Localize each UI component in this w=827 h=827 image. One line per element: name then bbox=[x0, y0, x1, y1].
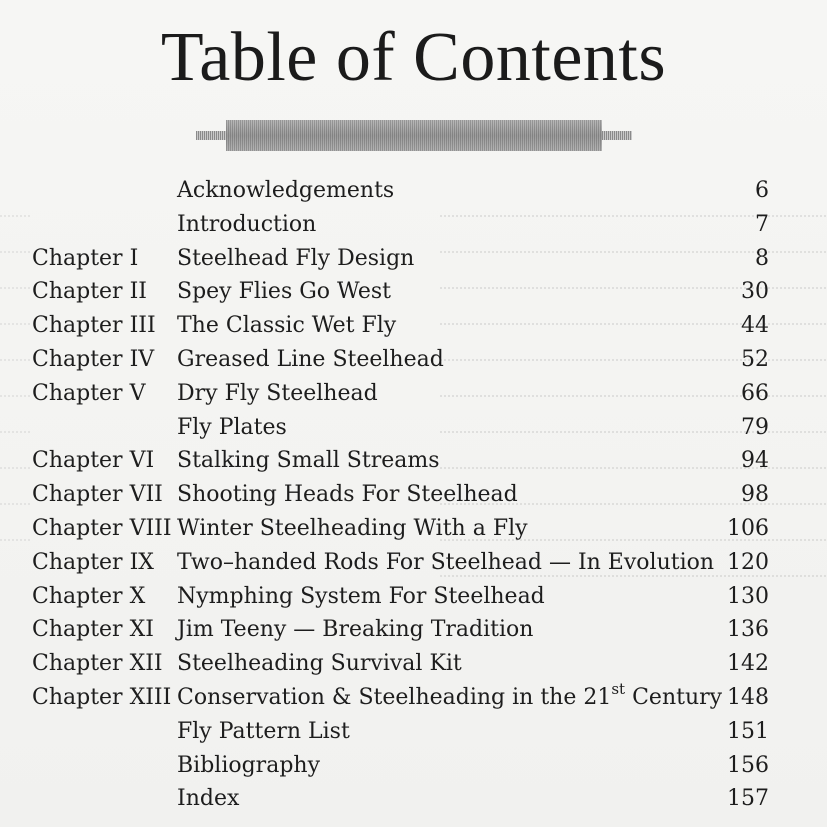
toc-entry bbox=[0, 681, 827, 715]
toc-page-number: 94 bbox=[741, 448, 769, 474]
toc-entry-title-text: Steelhead Fly Design bbox=[177, 245, 415, 271]
toc-chapter-label: Chapter XIII bbox=[32, 684, 172, 710]
toc-entry bbox=[0, 613, 827, 647]
toc-chapter-label: Chapter I bbox=[32, 245, 139, 271]
toc-entry-title bbox=[177, 512, 528, 546]
toc-chapter-label: Chapter V bbox=[32, 380, 146, 406]
toc-entry-title bbox=[177, 208, 316, 242]
toc-entry-title-text: Shooting Heads For Steelhead bbox=[177, 482, 518, 508]
toc-entry bbox=[0, 411, 827, 445]
toc-entry bbox=[0, 343, 827, 377]
toc-entry-title-text: Stalking Small Streams bbox=[177, 448, 440, 474]
toc-entry bbox=[0, 647, 827, 681]
toc-chapter-label: Chapter II bbox=[32, 279, 147, 305]
toc-entry-title-text: Conservation & Steelheading in the 21 bbox=[177, 684, 612, 710]
toc-entry-title bbox=[177, 782, 239, 816]
toc-chapter-label: Chapter VII bbox=[32, 482, 163, 508]
toc-entry-title-text: Jim Teeny — Breaking Tradition bbox=[177, 617, 534, 643]
page-title: Table of Contents bbox=[160, 19, 667, 96]
toc-page-number: 130 bbox=[727, 583, 769, 609]
toc-entry bbox=[0, 512, 827, 546]
toc-entry-title bbox=[177, 580, 545, 614]
toc-entry bbox=[0, 715, 827, 749]
toc-chapter-label: Chapter VIII bbox=[32, 515, 172, 541]
toc-entry bbox=[0, 377, 827, 411]
toc-entry-title-text: Index bbox=[177, 786, 240, 812]
toc-page-number: 8 bbox=[755, 245, 769, 271]
toc-page-number: 136 bbox=[727, 617, 769, 643]
toc-entry-title bbox=[177, 749, 320, 783]
toc-chapter-label: Chapter IX bbox=[32, 549, 154, 575]
toc-entry-title-text: Dry Fly Steelhead bbox=[177, 380, 378, 406]
toc-entry-title-text: Acknowledgements bbox=[177, 178, 395, 203]
toc-entry bbox=[0, 580, 827, 614]
toc-entry-title bbox=[177, 478, 518, 512]
toc-entry bbox=[0, 242, 827, 276]
toc-page-number: 157 bbox=[727, 786, 769, 812]
toc-entry-title bbox=[177, 681, 722, 715]
toc-entry-title bbox=[177, 715, 350, 749]
toc-entry-title-text: Fly Plates bbox=[177, 414, 287, 440]
toc-entry-title-text: Two–handed Rods For Steelhead — In Evolution bbox=[177, 549, 715, 575]
toc-page-number: 66 bbox=[741, 380, 769, 406]
table-of-contents bbox=[0, 174, 827, 816]
toc-entry-title bbox=[177, 343, 444, 377]
toc-entry bbox=[0, 444, 827, 478]
toc-page-number: 52 bbox=[741, 346, 769, 372]
toc-entry-title-text: Greased Line Steelhead bbox=[177, 346, 444, 372]
toc-page-number: 44 bbox=[741, 313, 769, 339]
toc-entry bbox=[0, 309, 827, 343]
toc-entry bbox=[0, 546, 827, 580]
toc-entry bbox=[0, 749, 827, 783]
toc-chapter-label: Chapter X bbox=[32, 583, 146, 609]
toc-chapter-label: Chapter VI bbox=[32, 448, 155, 474]
toc-entry-title bbox=[177, 546, 714, 580]
toc-page-number: 98 bbox=[741, 482, 769, 508]
toc-entry bbox=[0, 782, 827, 816]
toc-entry-title bbox=[177, 411, 287, 445]
toc-entry-title-text: Fly Pattern List bbox=[177, 718, 350, 744]
toc-entry-title bbox=[177, 377, 378, 411]
toc-chapter-label: Chapter IV bbox=[32, 346, 155, 372]
toc-entry-title bbox=[177, 242, 414, 276]
toc-entry bbox=[0, 275, 827, 309]
toc-page-number: 6 bbox=[755, 178, 769, 203]
toc-page-number: 106 bbox=[727, 515, 769, 541]
toc-entry-title-text: Introduction bbox=[177, 211, 317, 237]
toc-entry bbox=[0, 478, 827, 512]
toc-chapter-label: Chapter XI bbox=[32, 617, 154, 643]
toc-entry-title bbox=[177, 275, 391, 309]
toc-entry-title-suffix: Century bbox=[625, 684, 723, 710]
toc-page-number: 30 bbox=[741, 279, 769, 305]
toc-entry bbox=[0, 174, 827, 208]
toc-entry-title bbox=[177, 174, 394, 208]
toc-entry-title bbox=[177, 309, 396, 343]
toc-chapter-label: Chapter III bbox=[32, 313, 156, 339]
toc-entry-title bbox=[177, 647, 462, 681]
toc-chapter-label: Chapter XII bbox=[32, 651, 163, 677]
toc-page-number: 7 bbox=[755, 211, 769, 237]
rule-inner-bar bbox=[226, 120, 602, 151]
decorative-rule bbox=[196, 120, 632, 151]
toc-entry-title-text: Bibliography bbox=[177, 752, 320, 778]
toc-entry-title-text: Nymphing System For Steelhead bbox=[177, 583, 545, 609]
toc-page-number: 148 bbox=[727, 684, 769, 710]
toc-page-number: 142 bbox=[727, 651, 769, 677]
toc-entry-title-text: Winter Steelheading With a Fly bbox=[177, 515, 528, 541]
toc-entry-title-superscript: st bbox=[611, 679, 626, 698]
toc-page-number: 120 bbox=[727, 549, 769, 575]
toc-entry-title-text: Steelheading Survival Kit bbox=[177, 651, 462, 677]
toc-page-number: 156 bbox=[727, 752, 769, 778]
toc-page-number: 151 bbox=[727, 718, 769, 744]
toc-entry bbox=[0, 208, 827, 242]
toc-entry-title-text: The Classic Wet Fly bbox=[177, 313, 397, 339]
toc-entry-title-text: Spey Flies Go West bbox=[177, 279, 392, 305]
toc-entry-title bbox=[177, 444, 440, 478]
toc-page-number: 79 bbox=[741, 414, 769, 440]
toc-entry-title bbox=[177, 613, 533, 647]
